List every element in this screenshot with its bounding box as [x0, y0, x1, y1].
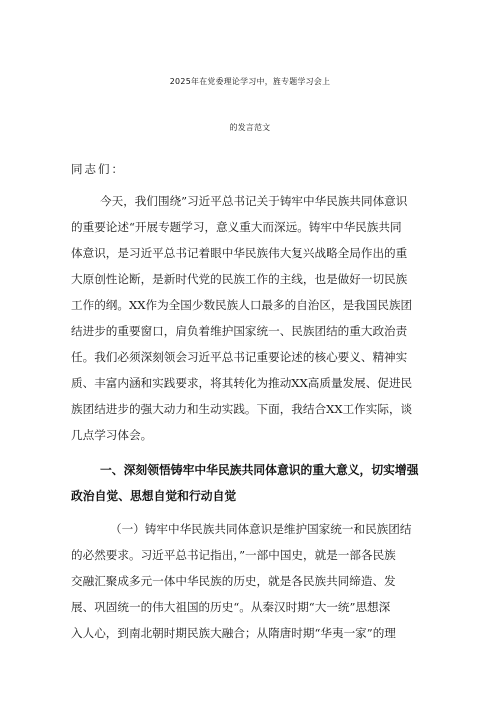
intro-line: 今天，我们围绕”习近平总书记关于铸牢中华民族共同体意识	[100, 194, 408, 208]
section-heading-line: 政治自觉、思想自觉和行动自觉	[71, 489, 237, 503]
salutation: 同志们：	[71, 162, 125, 176]
document-title-line-1: 2025年在党委理论学习中，旌专题学习会上	[169, 77, 331, 86]
section-body-line: 入人心，到南北朝时期民族大融合；从隋唐时期“华夷一家”的理	[71, 626, 396, 640]
intro-line: 质、丰富内涵和实践要求，将其转化为推动XX高质量发展、促进民	[71, 376, 413, 390]
section-body-line: （一）铸牢中华民族共同体意识是维护国家统一和民族团结	[110, 522, 412, 536]
intro-line: 结进步的重要窗口，肩负着维护国家统一、民族团结的重大政治责	[71, 324, 408, 338]
section-body-line: 展、巩固统一的伟大祖国的历史“。从秦汉时期“大一统”思想深	[71, 600, 391, 614]
intro-line: 的重要论述“开展专题学习，意义重大而深远。铸牢中华民族共同	[71, 220, 402, 234]
intro-line: 工作的纲。XX作为全国少数民族人口最多的自治区，是我国民族团	[71, 298, 413, 312]
intro-line: 大原创性论断，是新时代党的民族工作的主线，也是做好一切民族	[71, 272, 408, 286]
section-body-line: 的必然要求。习近平总书记指出，”一部中国史，就是一部各民族	[71, 548, 396, 562]
intro-line: 几点学习体会。	[71, 428, 153, 442]
intro-line: 体意识，是习近平总书记着眼中华民族伟大复兴战略全局作出的重	[71, 246, 408, 260]
section-heading-line: 一、深刻领悟铸牢中华民族共同体意识的重大意义，切实增强	[100, 463, 419, 477]
intro-line: 族团结进步的强大动力和生动实践。下面，我结合XX工作实际，谈	[71, 402, 413, 416]
document-title-line-2: 的发言范文	[229, 123, 271, 132]
section-body-line: 交融汇聚成多元一体中华民族的历史，就是各民族共同缔造、发	[71, 574, 396, 588]
intro-line: 任。我们必须深刻领会习近平总书记重要论述的核心要义、精神实	[71, 350, 408, 364]
